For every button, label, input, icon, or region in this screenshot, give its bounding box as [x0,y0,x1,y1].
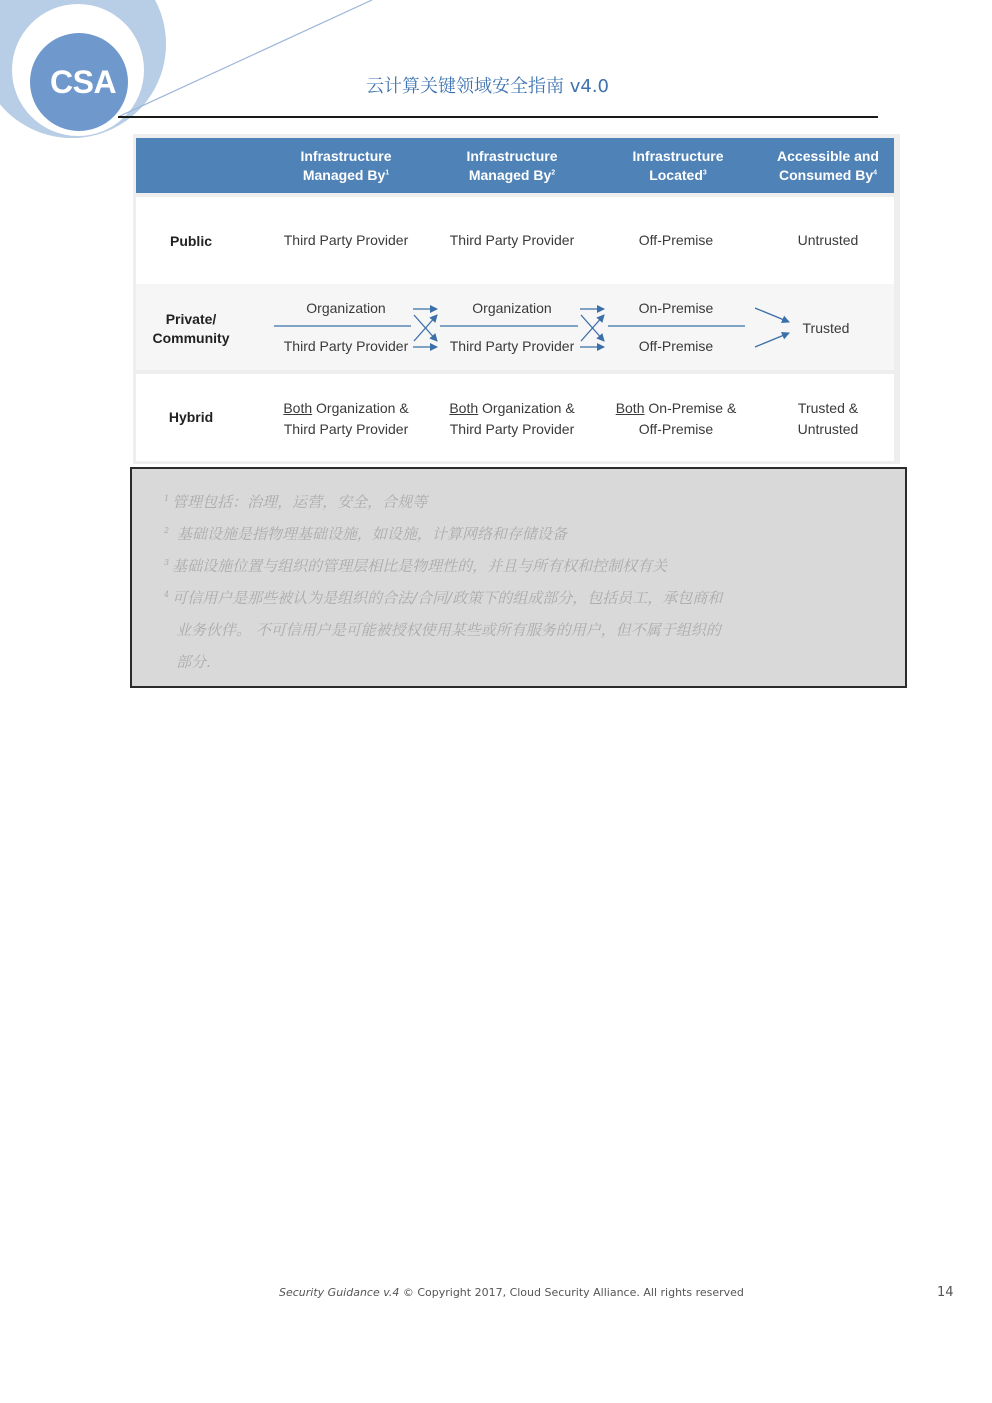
cell-private-col1-bottom: Third Party Provider [283,338,409,354]
both-underlined: Both [449,400,479,416]
cell-hybrid-consumed-by [752,398,904,440]
both-underlined: Both [283,400,313,416]
row-label-public: Public [169,233,212,249]
logo-text: CSA [50,64,117,100]
cell-text: Trusted & [797,400,859,416]
footnote-marker: 3 [164,558,170,567]
header-line: Accessible and [777,147,879,164]
cell-hybrid-managed-by-1 [266,398,426,440]
cell-text: Off-Premise [638,421,714,437]
footnote-text: 业务伙伴。 不可信用户是可能被授权使用某些或所有服务的用户，但不属于组织的 [176,621,721,639]
cell-text: Third Party Provider [449,421,575,437]
footnote-text: 部分. [176,653,211,671]
footnote-4-continued [176,619,721,640]
footnote-marker: 2 [164,526,170,535]
footnote-marker: 4 [164,590,170,599]
cell-private-col2-bottom: Third Party Provider [449,338,575,354]
header-line: Located [649,166,703,183]
both-underlined: Both [615,400,645,416]
footer-doc-name: Security Guidance v.4 [279,1286,400,1299]
footnote-marker: 3 [702,168,707,176]
cell-text: Untrusted [797,421,859,437]
footnote-marker: 1 [164,494,170,503]
figure-header-row [136,138,894,193]
cell-public-managed-by-1: Third Party Provider [283,232,409,248]
deployment-models-figure [133,134,900,464]
row-private-community [136,284,894,370]
footnote-2 [164,523,567,544]
cell-public-managed-by-2: Third Party Provider [449,232,575,248]
footnote-text: 基础设施是指物理基础设施，如设施，计算网络和存储设备 [172,525,567,543]
header-infrastructure-located [598,138,758,193]
footnote-4-end [176,651,211,672]
cell-private-consumed-by: Trusted [802,320,850,336]
header-infrastructure-managed-by-1 [266,138,426,193]
row-label-line: Community [152,330,230,346]
row-label-private-community [136,310,246,348]
header-line: Infrastructure [466,147,558,164]
page-number: 14 [937,1285,954,1300]
header-line: Consumed By [778,166,874,183]
footnote-marker: 2 [551,168,556,176]
header-line: Infrastructure [632,147,724,164]
cell-text: Organization & [312,400,409,416]
row-label-hybrid: Hybrid [168,409,214,425]
cell-private-col3-bottom: Off-Premise [638,338,714,354]
footnote-text: 基础设施位置与组织的管理层相比是物理性的，并且与所有权和控制权有关 [172,557,668,575]
header-line: Managed By [468,166,552,183]
footnote-4 [164,587,722,608]
header-infrastructure-managed-by-2 [432,138,592,193]
header-line: Managed By [302,166,386,183]
footnotes-box [130,467,907,688]
document-title: 云计算关键领域安全指南 v4.0 [366,76,609,97]
cell-text: Organization & [478,400,575,416]
row-public [136,197,894,284]
cell-hybrid-managed-by-2 [432,398,592,440]
cell-text: Third Party Provider [283,421,409,437]
cell-private-col3-top: On-Premise [638,300,714,316]
row-label-line: Private/ [165,311,217,327]
cell-private-col1-top: Organization [306,300,386,316]
cell-hybrid-located [596,398,756,440]
footnote-marker: 4 [873,168,878,176]
row-hybrid [136,374,894,461]
cell-public-located: Off-Premise [638,232,714,248]
footnote-text: 管理包括：治理，运营，安全，合规等 [172,493,428,511]
footnote-text: 可信用户是那些被认为是组织的合法/合同/政策下的组成部分，包括员工，承包商和 [172,589,723,607]
csa-logo [0,0,380,140]
cell-private-col2-top: Organization [472,300,552,316]
header-rule [118,116,878,118]
cell-text: On-Premise & [644,400,737,416]
cell-public-consumed-by: Untrusted [797,232,859,248]
page-footer [279,1286,744,1299]
header-accessible-consumed-by [756,138,900,193]
footnote-3 [164,555,667,576]
footnote-marker: 1 [385,168,390,176]
footnote-1 [164,491,427,512]
footer-copyright: © Copyright 2017, Cloud Security Alliance. All rights reserved [399,1286,744,1299]
header-line: Infrastructure [300,147,392,164]
